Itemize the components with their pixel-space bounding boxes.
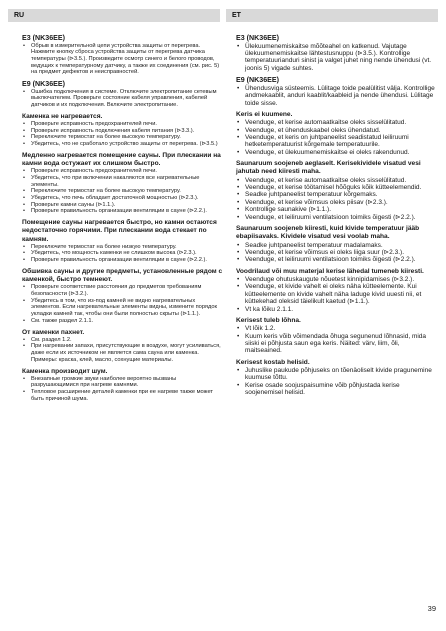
bullet-item: • При нагревании запахи, присутствующие в воздухе, могут усиливаться, даже если их источником не является сама сауна или каменка. Примеры: краска, клей, масло, сохнущие материалы. <box>22 343 224 363</box>
bullet-list <box>236 276 436 313</box>
bullet-list <box>22 121 224 148</box>
bullet-item: • Переключите термостат на более низкую температуру. <box>22 244 224 251</box>
bullet-item: • Veenduge, et leiliruumi ventilatsioon toimiks õigesti (⊳2.2.). <box>236 256 436 263</box>
section-title: Saunaruum soojeneb kiiresti, kuid kivide temperatuur jääb ebapiisavaks. Kividele visatud vesi voolab maha. <box>236 225 420 241</box>
section-title: Помещение сауны нагревается быстро, но камни остаются недостаточно горячими. При плескании вода стекает по камням. <box>22 219 217 243</box>
section-title: Saunaruum soojeneb aeglaselt. Kerisekividele visatud vesi jahutab need kiiresti maha. <box>236 160 421 176</box>
bullet-item: • Veenduge ohutuskaugute nõuetest kinnipidamises (⊳3.2.). <box>236 276 436 283</box>
bullet-item: • Veenduge, et kerise võimsus ei oleks liiga suur (⊳2.3.). <box>236 249 436 256</box>
bullet-list <box>22 244 224 264</box>
troubleshooting-section <box>236 359 436 397</box>
bullet-list <box>22 89 224 109</box>
bullet-item: • Veenduge, et kerise võimsus oleks piisav (⊳2.3.). <box>236 199 436 206</box>
bullet-item: • Seadke juhtpaneelist temperatuur kõrgemaks. <box>236 191 436 198</box>
bullet-item: • См. раздел 1.2. <box>22 337 224 344</box>
bullet-item: • Тепловое расширение деталей каменки при ее нагреве также может быть причиной шума. <box>22 389 224 402</box>
troubleshooting-section <box>22 34 224 76</box>
bullet-item: • Убедитесь, что не сработало устройство защиты от перегрева. (⊳3.5.) <box>22 141 224 148</box>
troubleshooting-section <box>22 329 224 364</box>
bullet-list <box>236 119 436 156</box>
bullet-item: • Проверьте соответствие расстояния до предметов требованиям безопасности (⊳3.2.). <box>22 284 224 297</box>
bullet-item: • Kerise osade soojuspaisumine võib põhjustada kerise soojenemisel helisid. <box>236 382 436 397</box>
section-title: Kerisest kostab helisid. <box>236 358 310 366</box>
bullet-item: • Убедитесь, что печь обладает достаточной мощностью (⊳2.3.). <box>22 195 224 202</box>
bullet-list <box>22 284 224 324</box>
bullet-list <box>236 242 436 264</box>
bullet-item: • Проверьте исправность подключения кабеля питания (⊳3.3.). <box>22 128 224 135</box>
troubleshooting-section <box>236 225 436 264</box>
bullet-item: • Veenduge, et keris on juhtpaneelist seadistatud leiliruumi hetketemperatuurist kõrgemale temperatuurile. <box>236 134 436 149</box>
troubleshooting-section <box>22 113 224 148</box>
bullet-item: • Убедитесь, что при включении накаляются все нагревательные элементы. <box>22 175 224 188</box>
bullet-item: • Убедитесь, что мощность каменки не слишком высока (⊳2.3.). <box>22 250 224 257</box>
bullet-item: • Проверьте правильность организации вентиляции в сауне (⊳2.2.). <box>22 257 224 264</box>
estonian-column <box>236 34 436 401</box>
troubleshooting-section <box>236 160 436 221</box>
bullet-item: • Kontrollige saunakive (⊳1.1.). <box>236 206 436 213</box>
language-label-ru: RU <box>8 9 220 22</box>
bullet-item: • Veenduge, et kivide vahelt ei oleks näha kütteelemente. Kui kütteelemente on kivide vahelt näha laduge kivid uuesti nii, et küttekehad oleksid täielikult kaetud (⊳1.1.). <box>236 283 436 305</box>
bullet-list <box>236 325 436 355</box>
page-number: 39 <box>427 604 436 613</box>
bullet-item: • Проверьте правильность организации вентиляции в сауне (⊳2.2.). <box>22 208 224 215</box>
bullet-list <box>236 177 436 221</box>
bullet-list <box>236 85 436 107</box>
bullet-list <box>22 168 224 215</box>
bullet-item: • Обрыв в измерительной цепи устройства защиты от перегрева. Нажмите кнопку сброса устройства защиты от перегрева датчика температуры (⊳3.5.). Произведите осмотр синего и белого проводов, ведущих к температурному датчику, а также их соединения (см. рис. 5) на предмет дефектов и неисправностей. <box>22 43 224 77</box>
bullet-item: • Veenduge, et ülekuumenemiskaitse ei oleks rakendunud. <box>236 149 436 156</box>
bullet-item: • Ülekuumenemiskaitse mõõteahel on katkenud. Vajutage ülekuumenemiskaitse lähtestusnuppu (⊳3.5.). Kontrollige temperatuurianduri sinist ja valget juhet ning nende ühendusi (vt. joonis 5) vigade suhtes. <box>236 43 436 73</box>
bullet-item: • Juhuslike paukude põhjuseks on tõenäoliselt kivide praguneminе kuumuse tõttu. <box>236 367 436 382</box>
bullet-item: • Переключите термостат на более высокую температуру. <box>22 188 224 195</box>
bullet-item: • Veenduge, et ühenduskaabel oleks ühendatud. <box>236 127 436 134</box>
bullet-item: • Переключите термостат на более высокую температуру. <box>22 134 224 141</box>
section-title: E3 (NK36EE) <box>22 34 65 42</box>
bullet-list <box>22 376 224 403</box>
troubleshooting-section <box>22 268 224 325</box>
section-title: Каменка не нагревается. <box>22 112 103 120</box>
troubleshooting-section <box>22 80 224 109</box>
bullet-list <box>236 43 436 73</box>
troubleshooting-section <box>22 152 224 215</box>
bullet-item: • Vt lõik 1.2. <box>236 325 436 332</box>
section-title: Voodrilaud või muu materjal kerise lähedal tumeneb kiiresti. <box>236 267 424 275</box>
bullet-item: • См. также раздел 2.1.1. <box>22 318 224 325</box>
bullet-list <box>22 43 224 77</box>
section-title: Обшивка сауны и другие предметы, установленные рядом с каменкой, быстро темнеют. <box>22 267 223 284</box>
russian-column <box>22 34 224 407</box>
bullet-item: • Ошибка подключения в системе. Отключите электропитание сетевым выключателем. Проверьте состояние кабеля управления, кабелей датчиков и их подключения. Включите электропитание. <box>22 89 224 109</box>
bullet-item: • Veenduge, et kerise automaatkaitse oleks sisselülitatud. <box>236 177 436 184</box>
bullet-item: • Проверьте исправность предохранителей печи. <box>22 168 224 175</box>
troubleshooting-section <box>236 34 436 72</box>
troubleshooting-section <box>236 268 436 313</box>
section-title: E3 (NK36EE) <box>236 34 279 42</box>
bullet-item: • Ühendusviga süsteemis. Lülitage toide pealülitist välja. Kontrollige andmekaablit, anduri kaablit/kaableid ja nende ühendusi. Lülitage toide sisse. <box>236 85 436 107</box>
bullet-list <box>22 337 224 364</box>
troubleshooting-section <box>22 219 224 264</box>
section-title: E9 (NK36EE) <box>22 80 65 89</box>
bullet-item: • Убедитесь в том, что из-под камней не видно нагревательных элементов. Если нагревательные элементы видны, измените порядок укладки камней так, чтобы они были полностью скрыты (⊳1.1.). <box>22 298 224 318</box>
bullet-item: • Kuum keris võib võimendada õhuga segunenud lõhnasid, mida siiski ei põhjusta saun ega keris. Näited: värv, liim, õli, maitseained. <box>236 333 436 355</box>
bullet-item: • Проверьте камни сауны (⊳1.1.). <box>22 202 224 209</box>
troubleshooting-section <box>236 111 436 156</box>
bullet-item: • Проверьте исправность предохранителей печи. <box>22 121 224 128</box>
bullet-item: • Внезапные громкие звуки наиболее вероятно вызваны разрушающимися при нагреве камнями. <box>22 376 224 389</box>
troubleshooting-section <box>236 317 436 355</box>
section-title: Медленно нагревается помещение сауны. При плескании на камни вода остужает их слишком быстро. <box>22 151 221 168</box>
section-title: E9 (NK36EE) <box>236 76 279 85</box>
bullet-list <box>236 367 436 397</box>
troubleshooting-section <box>22 368 224 403</box>
section-title: Каменка производит шум. <box>22 367 108 375</box>
bullet-item: • Vt ka lõiku 2.1.1. <box>236 306 436 313</box>
bullet-item: • Seadke juhtpaneelist temperatuur madalamaks. <box>236 242 436 249</box>
bullet-item: • Veenduge, et kerise automaatkaitse oleks sisselülitatud. <box>236 119 436 126</box>
language-label-et: ET <box>226 9 438 22</box>
section-title: От каменки пахнет. <box>22 328 85 336</box>
section-title: Kerisest tuleb lõhna. <box>236 316 301 324</box>
section-title: Keris ei kuumene. <box>236 111 293 119</box>
troubleshooting-section <box>236 76 436 107</box>
bullet-item: • Veenduge, et kerise töötamisel hõõguks kõik kütteelemendid. <box>236 184 436 191</box>
bullet-item: • Veenduge, et leiliruumi ventilatsioon toimiks õigesti (⊳2.2.). <box>236 214 436 221</box>
